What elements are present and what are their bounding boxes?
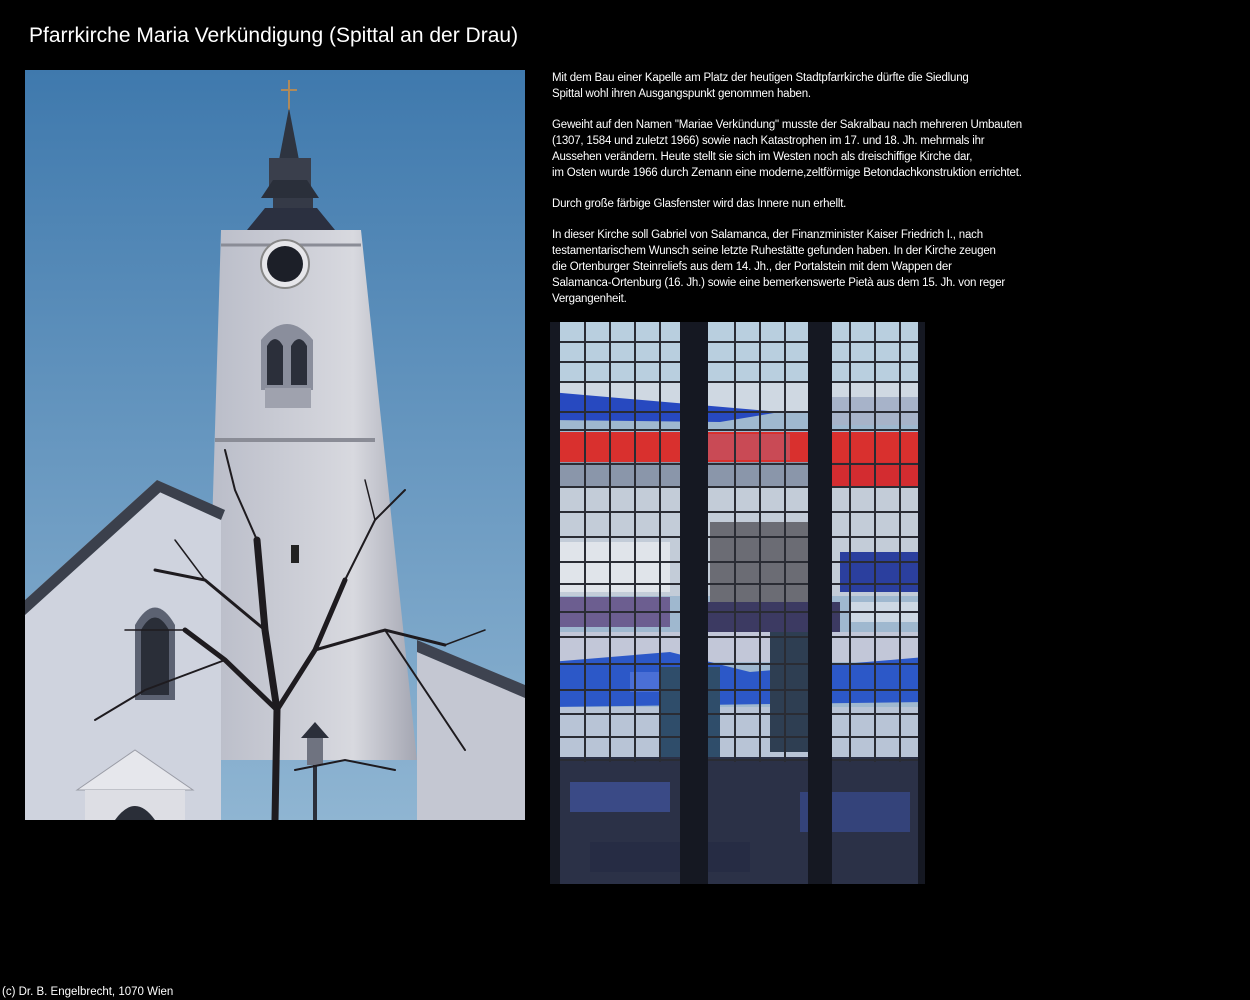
description-text bbox=[552, 70, 1112, 322]
paragraph-salamanca: In dieser Kirche soll Gabriel von Salamanca, der Finanzminister Kaiser Friedrich I., nach testamentarischem Wunsch seine letzte Ruhestätte gefunden haben. In der Kirche zeugen die Ortenburger Steinreliefs aus dem 14. Jh., der Portalstein mit dem Wappen der Salamanca-Ortenburg (16. Jh.) sowie eine bemerkenswerte Pietà aus dem 15. Jh. von reger Vergangenheit. bbox=[552, 229, 1006, 305]
stained-glass-window-photo bbox=[550, 322, 925, 884]
paragraph-history: Geweiht auf den Namen "Mariae Verkündung" musste der Sakralbau nach mehreren Umbauten (1307, 1584 und zuletzt 1966) sowie nach Katastrophen im 17. und 18. Jh. mehrmals ihr Aussehen verändern. Heute stellt sie sich im Westen noch als dreischiffige Kirche dar, im Osten wurde 1966 durch Zemann eine moderne,zeltförmige Betondachkonstruktion errichtet. bbox=[552, 119, 1022, 179]
page-title: Pfarrkirche Maria Verkündigung (Spittal an der Drau) bbox=[29, 24, 519, 47]
church-tower-photo bbox=[25, 70, 525, 820]
copyright-footer: (c) Dr. B. Engelbrecht, 1070 Wien bbox=[2, 986, 174, 998]
paragraph-windows: Durch große färbige Glasfenster wird das Innere nun erhellt. bbox=[552, 198, 847, 210]
paragraph-origin: Mit dem Bau einer Kapelle am Platz der heutigen Stadtpfarrkirche dürfte die Siedlung Spittal wohl ihren Ausgangspunkt genommen haben. bbox=[552, 72, 969, 100]
